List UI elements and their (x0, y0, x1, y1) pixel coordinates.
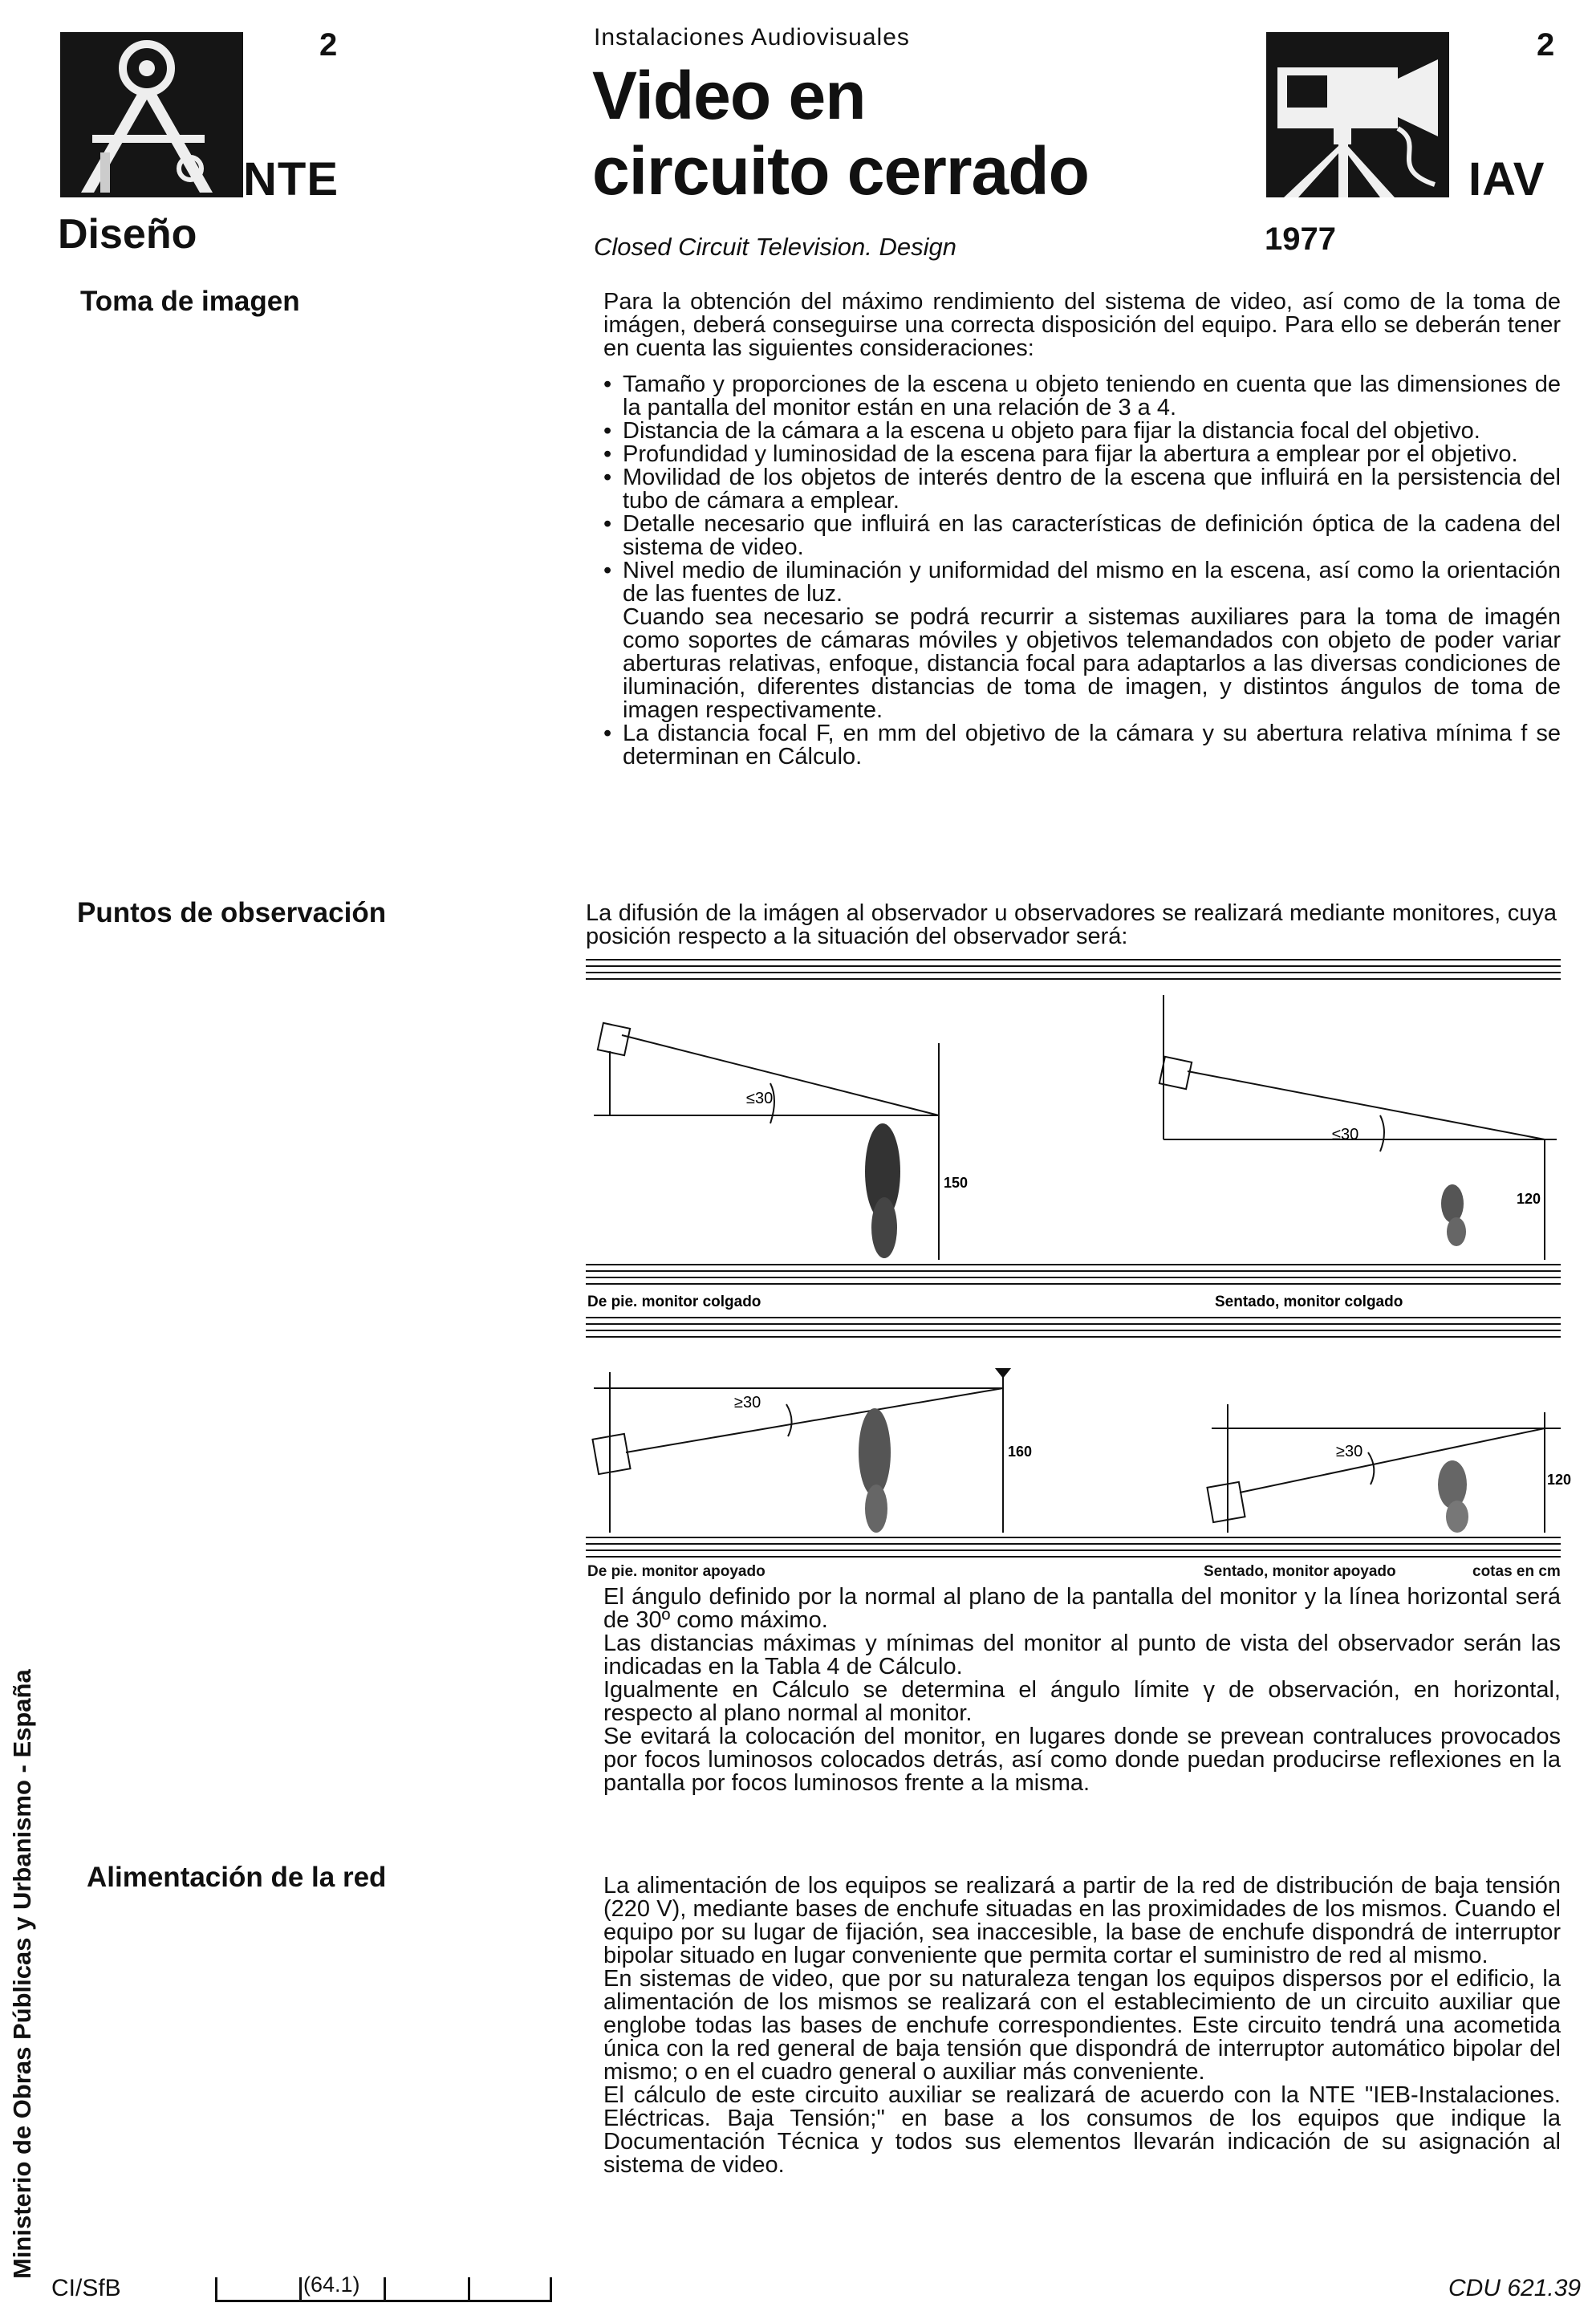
toma-bullets (603, 373, 1561, 769)
fig2-height: 120 (1517, 1191, 1541, 1207)
paragraph: El cálculo de este circuito auxiliar se realizará de acuerdo con la NTE "IEB-Instalaciones. Eléctricas. Baja Tensión;" en base a los consumos de los equipos que indique la Documentación Técnica y todos sus elementos llevarán indicación de su asignación al sistema de video. (603, 2082, 1561, 2178)
fig4-caption: Sentado, monitor apoyado (1204, 1563, 1396, 1580)
ceiling-band-top (586, 960, 1561, 979)
paragraph: Igualmente en Cálculo se determina el ángulo límite γ de observación, en horizontal, respecto al plano normal al monitor. (603, 1677, 1561, 1726)
heading-alimentacion-de-la-red: Alimentación de la red (87, 1862, 387, 1893)
units-note: cotas en cm (1472, 1563, 1561, 1580)
ceiling-band-2 (586, 1318, 1561, 1337)
sheet-number-right: 2 (1537, 27, 1555, 63)
figure-standing-resting (592, 1369, 1009, 1533)
list-item: • Tamaño y proporciones de la escena u objeto teniendo en cuenta que las dimensiones de la pantalla del monitor están en una relación de 3 a 4. (603, 373, 1561, 420)
ministry-label: Ministerio de Obras Públicas y Urbanismo - España (8, 1669, 36, 2279)
fig3-angle: ≥30 (734, 1394, 761, 1411)
toma-section (603, 290, 1561, 769)
floor-band-2 (586, 1537, 1561, 1557)
year: 1977 (1265, 221, 1336, 257)
english-subtitle: Closed Circuit Television. Design (594, 233, 956, 261)
fig3-caption: De pie. monitor apoyado (587, 1563, 766, 1580)
person-seated-icon-2 (1438, 1460, 1468, 1533)
fig1-angle: ≤30 (746, 1090, 774, 1107)
fig3-height: 160 (1008, 1444, 1033, 1460)
fig1-height: 150 (944, 1175, 969, 1191)
floor-band-1 (586, 1265, 1561, 1284)
list-item: • Detalle necesario que influirá en las características de definición óptica de la cadena del sistema de video. (603, 513, 1561, 559)
puntos-paragraphs (603, 1586, 1561, 1795)
cdu-label: CDU 621.39 (1448, 2275, 1582, 2301)
sheet-number-left: 2 (319, 27, 338, 63)
figure-seated-resting (1207, 1404, 1561, 1533)
list-item: • Distancia de la cámara a la escena u objeto para fijar la distancia focal del objetivo. (603, 420, 1561, 443)
observation-diagrams (586, 955, 1572, 1565)
page-title-line1: Video en (592, 58, 866, 133)
fig4-height: 120 (1547, 1472, 1572, 1488)
iav-logo (1266, 32, 1449, 197)
iav-code: IAV (1468, 153, 1545, 205)
fig4-angle: ≥30 (1336, 1443, 1363, 1460)
cisfb-boxes (215, 2272, 552, 2302)
page-title-line2: circuito cerrado (592, 133, 1089, 209)
paragraph: El ángulo definido por la normal al plano de la pantalla del monitor y la línea horizontal será de 30º como máximo. (603, 1584, 1561, 1633)
cisfb-code: (64.1) (303, 2272, 360, 2297)
list-item: • Profundidad y luminosidad de la escena para fijar la abertura a emplear por el objetivo. (603, 443, 1561, 466)
alimentacion-paragraphs (603, 1874, 1561, 2177)
section-title: Diseño (58, 211, 197, 258)
heading-puntos-de-observacion: Puntos de observación (77, 897, 387, 928)
paragraph: Las distancias máximas y mínimas del monitor al punto de vista del observador serán las indicadas en la Tabla 4 de Cálculo. (603, 1631, 1561, 1679)
list-item: • Movilidad de los objetos de interés dentro de la escena que influirá en la persistencia del tubo de cámara a emplear. (603, 466, 1561, 513)
toma-intro: Para la obtención del máximo rendimiento del sistema de video, así como de la toma de imágen, deberá conseguirse una correcta disposición del equipo. Para ello se deberán tener en cuenta las siguientes consideraciones: (603, 289, 1561, 361)
video-camera-icon (1266, 32, 1449, 197)
compass-icon (60, 32, 243, 197)
fig2-caption: Sentado, monitor colgado (1215, 1294, 1403, 1310)
person-standing-icon (865, 1123, 900, 1258)
fig2-angle: ≤30 (1332, 1126, 1359, 1143)
list-item: • Nivel medio de iluminación y uniformidad del mismo en la escena, así como la orientación de las fuentes de luz. (603, 559, 1561, 606)
nte-code: NTE (243, 153, 339, 205)
person-standing-icon-2 (859, 1408, 891, 1533)
nte-logo (60, 32, 243, 197)
series-title: Instalaciones Audiovisuales (594, 24, 910, 51)
paragraph: En sistemas de video, que por su naturaleza tengan los equipos dispersos por el edificio, la alimentación de los mismos se realizará con el establecimiento de un circuito auxiliar que englobe todas las bases de enchufe correspondientes. Este circuito tendrá una acometida única con la red general de baja tensión que dispondrá de interruptor automático bipolar del mismo; o en el cuadro general o auxiliar más conveniente. (603, 1966, 1561, 2085)
cisfb-label: CI/SfB (51, 2275, 121, 2301)
fig1-caption: De pie. monitor colgado (587, 1294, 761, 1310)
person-seated-icon (1441, 1184, 1466, 1246)
puntos-intro: La difusión de la imágen al observador u observadores se realizará mediante monitores, cuya posición respecto a la situación del observador será: (586, 900, 1557, 949)
paragraph: La alimentación de los equipos se realizará a partir de la red de distribución de baja tensión (220 V), mediante bases de enchufe situadas en las proximidades de los mismos. Cuando el equipo por su lugar de fijación, sea inaccesible, la base de enchufe dispondrá de interruptor bipolar situado en lugar conveniente que permita cortar el suministro de red al mismo. (603, 1873, 1561, 1968)
paragraph: Se evitará la colocación del monitor, en lugares donde se prevean contraluces provocados por focos luminosos colocados detrás, así como donde puedan producirse reflexiones en la pantalla por focos luminosos frente a la misma. (603, 1724, 1561, 1796)
heading-toma-de-imagen: Toma de imagen (80, 286, 300, 317)
list-item-continuation: Cuando sea necesario se podrá recurrir a sistemas auxiliares para la toma de imagén como soportes de cámaras móviles y objetivos telemandados con objeto de poder variar aberturas relativas, enfoque, distancia focal para adaptarlos a las diversas condiciones de iluminación, diferentes distancias de toma de imagen, y distintos ángulos de toma de imagen respectivamente. (623, 604, 1561, 723)
list-item: • La distancia focal F, en mm del objetivo de la cámara y su abertura relativa mínima f se determinan en Cálculo. (603, 722, 1561, 769)
